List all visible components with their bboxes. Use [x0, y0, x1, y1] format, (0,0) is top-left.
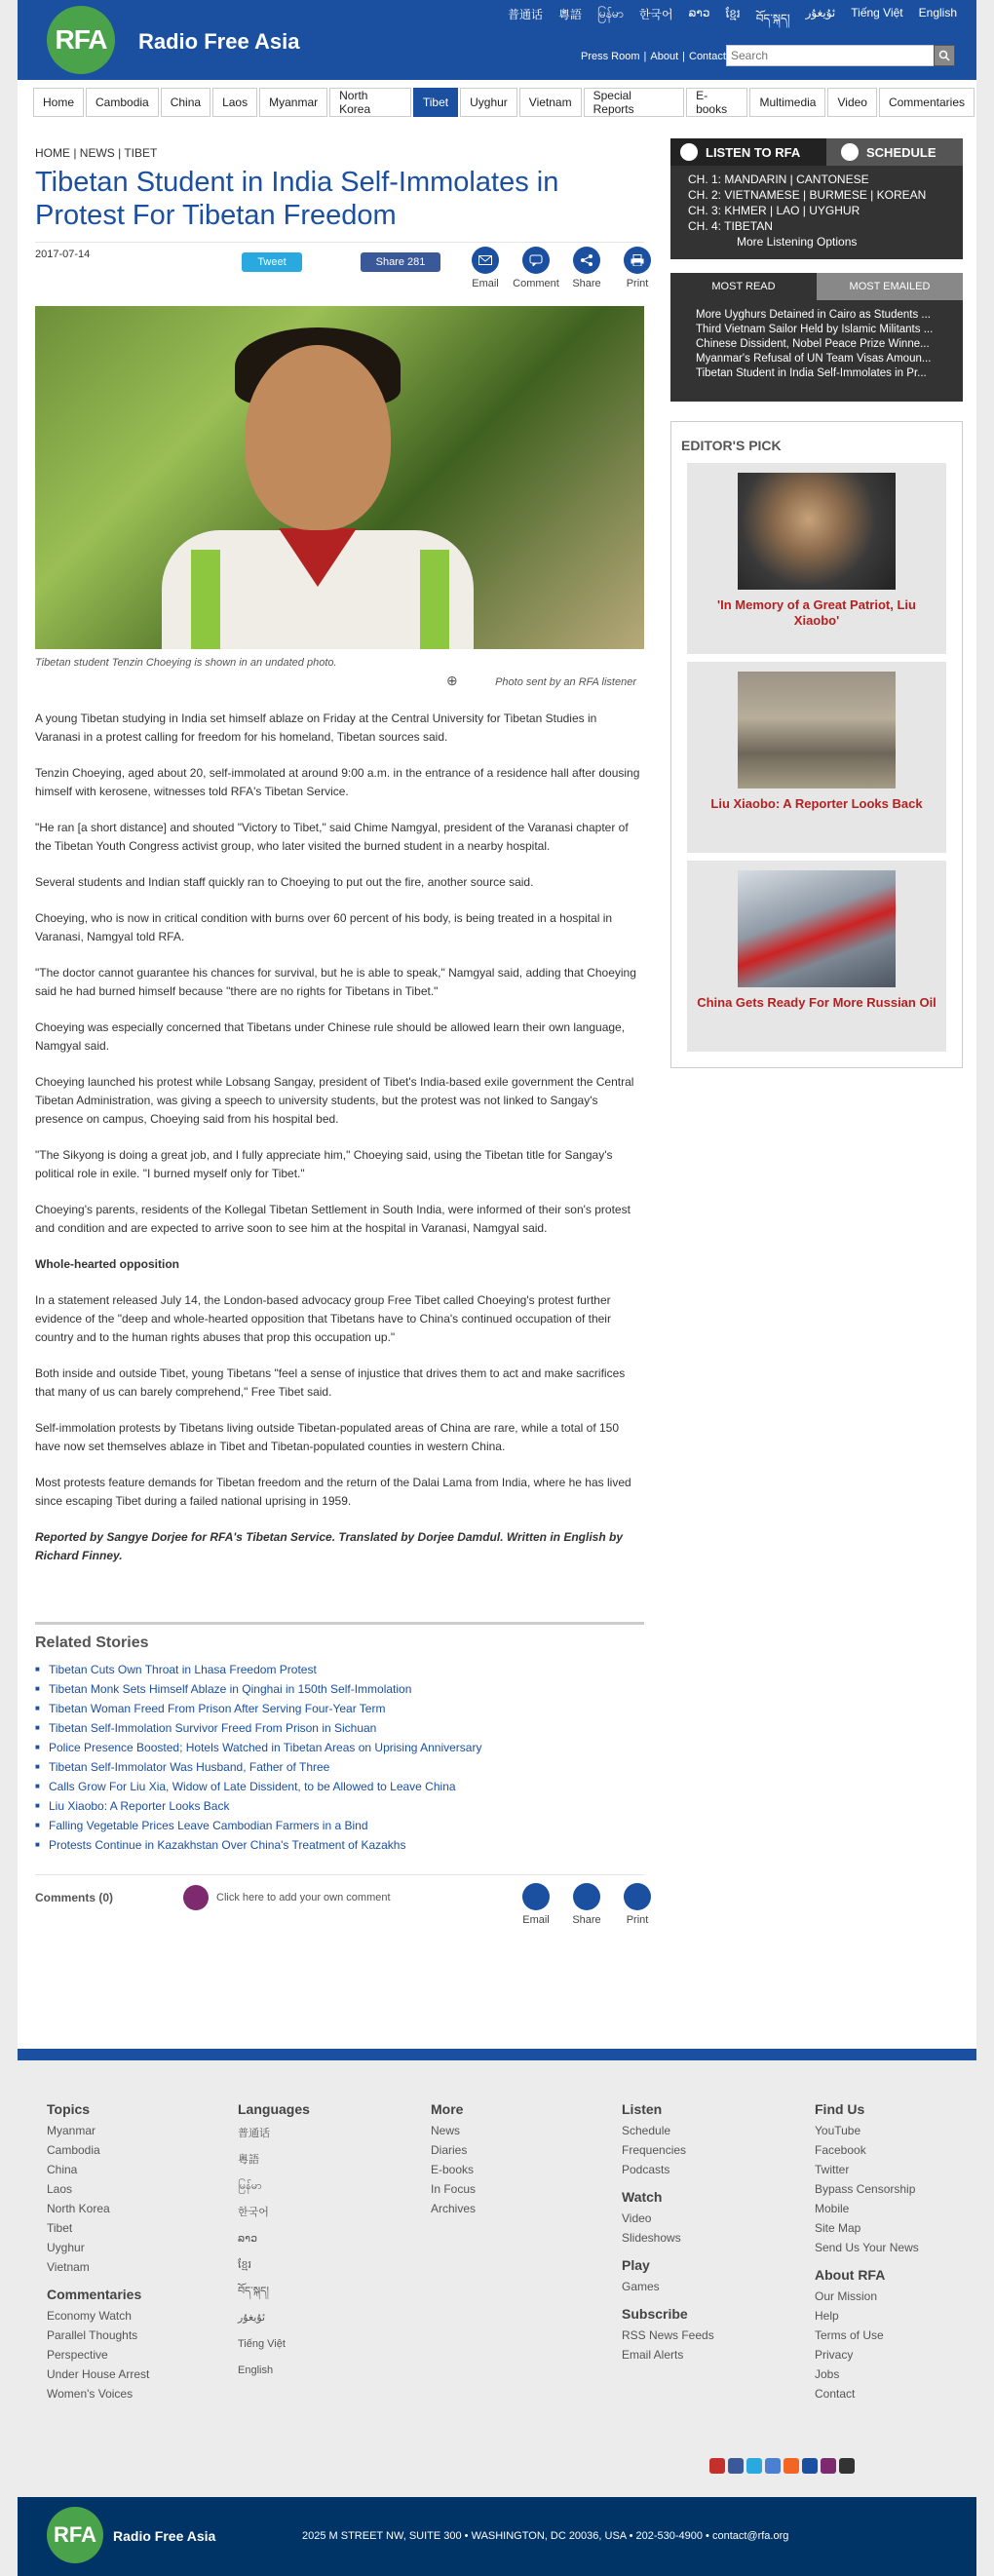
footer-link[interactable]: Diaries — [431, 2143, 468, 2157]
article-paragraph: A young Tibetan studying in India set himself ablaze on Friday at the Central University for Tibetan Studies in Varanasi in a protest calling for freedom for his homeland, Tibetan sources said. — [35, 711, 597, 744]
footer-link[interactable]: ລາວ — [238, 2233, 258, 2245]
footer-languages-title: Languages — [238, 2101, 310, 2117]
footer-link[interactable]: Mobile — [815, 2202, 850, 2215]
tab-schedule[interactable] — [831, 138, 963, 166]
footer-link[interactable]: Schedule — [622, 2124, 671, 2137]
main-nav — [18, 86, 976, 119]
util-link-about[interactable]: About — [650, 51, 679, 62]
util-link-contact[interactable]: Contact — [689, 51, 726, 62]
nav-item-laos[interactable]: Laos — [212, 88, 257, 117]
footer-link[interactable]: Uyghur — [47, 2241, 85, 2254]
email-label: Email — [472, 278, 499, 289]
footer-listen-title: Listen — [622, 2101, 663, 2117]
nav-item-home[interactable]: Home — [33, 88, 84, 117]
article-paragraph: Several students and Indian staff quickly ran to Choeying to put out the fire, another source said. — [35, 875, 534, 889]
tab-schedule-label: SCHEDULE — [866, 144, 937, 160]
footer-link[interactable]: North Korea — [47, 2202, 110, 2215]
site-name[interactable]: Radio Free Asia — [138, 29, 300, 54]
article-meta — [35, 242, 649, 300]
footer-more-title: More — [431, 2101, 464, 2117]
footer-link[interactable]: News — [431, 2124, 461, 2137]
popular-widget — [670, 273, 963, 402]
footer-col-more — [431, 2101, 606, 2218]
share-icon — [573, 247, 600, 274]
search-icon — [938, 50, 950, 61]
footer-link[interactable]: Help — [815, 2309, 839, 2323]
article-paragraph: Choeying, who is now in critical condition with burns over 60 percent of his body, is being treated in a hospital in Varanasi, Namgyal told RFA. — [35, 911, 613, 943]
editors-pick — [670, 421, 963, 1068]
related-story-link[interactable]: ■ Calls Grow For Liu Xia, Widow of Late Dissident, to be Allowed to Leave China — [35, 1777, 644, 1796]
footer-findus-title: Find Us — [815, 2101, 865, 2117]
bypass-icon[interactable] — [821, 2458, 836, 2474]
editors-pick-title: EDITOR'S PICK — [681, 438, 782, 453]
footer-address: 2025 M STREET NW, SUITE 300 • WASHINGTON, DC 20036, USA • 202-530-4900 • contact@rfa.org — [302, 2530, 789, 2542]
popular-story-link[interactable]: • Tibetan Student in India Self-Immolates in Pr... — [696, 366, 951, 381]
share-icon — [573, 1883, 600, 1910]
print-tool-bottom[interactable] — [614, 1883, 661, 1926]
article-paragraph: "The doctor cannot guarantee his chances for survival, but he is able to speak," Namgyal said, adding that Choeying said he had burned himself because "there are no rights for Tibetans in Tibet." — [35, 966, 636, 998]
related-story-link[interactable]: ■ Protests Continue in Kazakhstan Over China's Treatment of Kazakhs — [35, 1835, 644, 1855]
footer-link[interactable]: Myanmar — [47, 2124, 96, 2137]
tweet-button[interactable]: Tweet — [242, 252, 302, 272]
zoom-icon[interactable]: ⊕ — [446, 673, 458, 688]
footer-commentaries-title: Commentaries — [47, 2287, 142, 2302]
footer-link[interactable]: RSS News Feeds — [622, 2328, 714, 2342]
utility-links — [581, 51, 726, 62]
footer-link[interactable]: 한국어 — [238, 2207, 269, 2218]
footer-watch-title: Watch — [622, 2189, 663, 2205]
language-link[interactable]: 한국어 — [638, 8, 673, 21]
popular-story-link[interactable]: • More Uyghurs Detained in Cairo as Students ... — [696, 308, 951, 323]
clock-icon — [841, 143, 859, 161]
popular-story-link[interactable]: • Third Vietnam Sailor Held by Islamic Militants ... — [696, 323, 951, 337]
language-link[interactable]: English — [918, 6, 957, 19]
footer-link[interactable]: မြန်မာ — [238, 2180, 262, 2192]
article-paragraph: Choeying launched his protest while Lobsang Sangay, president of Tibet's India-based exile government the Central Tibetan Administration, was giving a speech to university students, but the protest was not linked to Sangay's presence on campus, Choeying said from his hospital bed. — [35, 1075, 634, 1126]
comment-icon — [522, 247, 550, 274]
nav-item-vietnam[interactable]: Vietnam — [519, 88, 582, 117]
pick-image — [738, 672, 896, 788]
language-link[interactable]: Tiếng Việt — [851, 6, 903, 19]
site-footer — [18, 2049, 976, 2497]
photo-credit: Photo sent by an RFA listener — [495, 676, 636, 688]
article-date: 2017-07-14 — [35, 249, 91, 260]
language-link[interactable]: 普通话 — [507, 8, 543, 21]
related-story-link[interactable]: ■ Tibetan Self-Immolator Was Husband, Father of Three — [35, 1757, 644, 1777]
share-label: Share — [572, 1914, 601, 1926]
footer-link[interactable]: Podcasts — [622, 2163, 670, 2176]
footer-link[interactable]: Frequencies — [622, 2143, 687, 2157]
footer-link[interactable]: Archives — [431, 2202, 477, 2215]
language-bar — [508, 6, 957, 39]
article-paragraph: "The Sikyong is doing a great job, and I fully appreciate him," Choeying said, using the Tibetan title for Sangay's political role in exile. "I burned myself only for Tibet." — [35, 1148, 613, 1180]
footer-col-findus — [815, 2101, 990, 2403]
footer-link[interactable]: ខ្មែរ — [238, 2259, 251, 2271]
footer-play-title: Play — [622, 2257, 650, 2273]
nav-item-tibet[interactable]: Tibet — [413, 88, 458, 117]
comment-icon — [183, 1885, 209, 1910]
popular-story-link[interactable]: • Myanmar's Refusal of UN Team Visas Amoun... — [696, 352, 951, 366]
language-link[interactable]: ລາວ — [688, 6, 710, 19]
nav-item-e-books[interactable]: E-books — [686, 88, 747, 117]
footer-topics-title: Topics — [47, 2101, 91, 2117]
channel-3[interactable]: CH. 3: KHMER | LAO | UYGHUR — [688, 204, 860, 217]
footer-link[interactable]: བོད་སྐད། — [238, 2286, 269, 2297]
footer-subscribe-title: Subscribe — [622, 2306, 688, 2322]
print-label: Print — [626, 278, 649, 289]
related-story-link[interactable]: ■ Falling Vegetable Prices Leave Cambodian Farmers in a Bind — [35, 1816, 644, 1835]
email-label: Email — [522, 1914, 550, 1926]
popular-story-link[interactable]: • Chinese Dissident, Nobel Peace Prize Winne... — [696, 337, 951, 352]
tab-most-read[interactable]: MOST READ — [670, 273, 817, 300]
nav-item-cambodia[interactable]: Cambodia — [86, 88, 159, 117]
footer-link[interactable]: Under House Arrest — [47, 2367, 150, 2381]
nav-item-video[interactable]: Video — [827, 88, 876, 117]
caption-text: Tibetan student Tenzin Choeying is shown in an undated photo. — [35, 657, 337, 669]
related-story-link[interactable]: ■ Tibetan Self-Immolation Survivor Freed From Prison in Sichuan — [35, 1718, 644, 1738]
print-icon — [624, 247, 651, 274]
email-icon[interactable] — [765, 2458, 781, 2474]
language-link[interactable]: မြန်မာ — [596, 7, 624, 20]
podcast-icon[interactable] — [802, 2458, 818, 2474]
footer-link[interactable]: Site Map — [815, 2221, 861, 2235]
language-link[interactable]: ئۇيغۇر — [805, 6, 836, 19]
tab-listen-label: LISTEN TO RFA — [706, 144, 801, 160]
facebook-icon[interactable] — [728, 2458, 744, 2474]
footer-link[interactable]: YouTube — [815, 2124, 861, 2137]
footer-link[interactable]: Privacy — [815, 2348, 854, 2362]
channel-1[interactable]: CH. 1: MANDARIN | CANTONESE — [688, 173, 869, 186]
article-title: Tibetan Student in India Self-Immolates in Protest For Tibetan Freedom — [35, 167, 559, 231]
footer-link[interactable]: Video — [622, 2211, 652, 2225]
footer-site-name: Radio Free Asia — [113, 2528, 216, 2544]
footer-link[interactable]: Laos — [47, 2182, 73, 2196]
footer-link[interactable]: China — [47, 2163, 78, 2176]
related-story-link[interactable]: ■ Tibetan Woman Freed From Prison After Serving Four-Year Term — [35, 1699, 644, 1718]
footer-col-listen — [622, 2101, 797, 2365]
email-tool[interactable] — [462, 247, 509, 289]
rfa-logo-footer[interactable]: RFA — [47, 2507, 103, 2563]
nav-item-north-korea[interactable]: North Korea — [329, 88, 411, 117]
social-icons — [709, 2458, 855, 2474]
pick-caption: China Gets Ready For More Russian Oil — [697, 995, 937, 1010]
footer-link[interactable]: Economy Watch — [47, 2309, 132, 2323]
language-link[interactable]: 粵語 — [557, 8, 582, 21]
bottom-bar — [18, 2497, 976, 2576]
related-list — [35, 1660, 644, 1855]
footer-link[interactable]: ئۇيغۇر — [238, 2312, 266, 2324]
comment-tool[interactable] — [513, 247, 559, 289]
article-main — [35, 146, 649, 1933]
pick-image — [738, 870, 896, 987]
article-paragraph: In a statement released July 14, the London-based advocacy group Free Tibet called Choeying's protest further evidence of the "deep and whole-hearted opposition that Tibetans have to China's continued occupation of their country and to the human rights abuses that prop this occupation up." — [35, 1293, 611, 1344]
comments-count: Comments (0) — [35, 1891, 114, 1904]
language-link[interactable]: ខ្មែរ — [725, 7, 741, 20]
more-listening-link[interactable]: More Listening Options — [737, 235, 858, 249]
add-comment-label: Click here to add your own comment — [216, 1892, 391, 1903]
footer-link[interactable]: Jobs — [815, 2367, 840, 2381]
twitter-icon[interactable] — [746, 2458, 762, 2474]
related-story-link[interactable]: ■ Police Presence Boosted; Hotels Watched in Tibetan Areas on Uprising Anniversary — [35, 1738, 644, 1757]
article-paragraph: Choeying's parents, residents of the Kollegal Tibetan Settlement in South India, were informed of their son's protest and condition and are expected to arrive soon to see him at the hospital in Varanasi, Namgyal said. — [35, 1203, 631, 1235]
mobile-icon[interactable] — [839, 2458, 855, 2474]
footer-link[interactable]: Bypass Censorship — [815, 2182, 916, 2196]
footer-link[interactable]: Cambodia — [47, 2143, 100, 2157]
footer-link[interactable]: Our Mission — [815, 2289, 878, 2303]
footer-link[interactable]: Facebook — [815, 2143, 866, 2157]
listen-tabs — [670, 138, 963, 166]
email-tool-bottom[interactable] — [513, 1883, 559, 1926]
breadcrumb[interactable]: HOME | NEWS | TIBET — [35, 146, 158, 160]
footer-link[interactable]: Contact — [815, 2387, 856, 2401]
editors-pick-item[interactable] — [687, 861, 946, 1052]
comments-bar — [35, 1874, 649, 1933]
footer-link[interactable]: 粵語 — [238, 2154, 259, 2166]
print-label: Print — [626, 1914, 649, 1926]
language-link[interactable]: བོད་སྐད། — [755, 12, 790, 25]
footer-link[interactable]: E-books — [431, 2163, 475, 2176]
page-wrapper — [18, 0, 976, 2576]
rss-icon[interactable] — [784, 2458, 799, 2474]
pick-caption: Liu Xiaobo: A Reporter Looks Back — [710, 796, 923, 811]
editors-pick-item[interactable] — [687, 463, 946, 654]
article-byline: Reported by Sangye Dorjee for RFA's Tibetan Service. Translated by Dorjee Damdul. Written in English by Richard Finney. — [35, 1530, 623, 1562]
footer-about-title: About RFA — [815, 2267, 886, 2283]
article-paragraph: Choeying was especially concerned that Tibetans under Chinese rule should be allowed learn their own language, Namgyal said. — [35, 1020, 626, 1053]
footer-col-topics — [47, 2101, 222, 2403]
editors-pick-item[interactable] — [687, 662, 946, 853]
article-paragraph: Tenzin Choeying, aged about 20, self-immolated at around 9:00 a.m. in the entrance of a residence hall after dousing himself with kerosene, witnesses told RFA's Tibetan Service. — [35, 766, 640, 798]
email-icon — [522, 1883, 550, 1910]
footer-link[interactable]: Tiếng Việt — [238, 2338, 286, 2350]
youtube-icon[interactable] — [709, 2458, 725, 2474]
footer-link[interactable]: Games — [622, 2280, 660, 2293]
footer-link[interactable]: 普通话 — [238, 2128, 270, 2139]
channel-2[interactable]: CH. 2: VIETNAMESE | BURMESE | KOREAN — [688, 188, 927, 202]
print-icon — [624, 1883, 651, 1910]
share-label: Share — [572, 278, 601, 289]
popular-tabs — [670, 273, 963, 300]
add-comment-button[interactable] — [183, 1885, 391, 1910]
related-title: Related Stories — [35, 1634, 149, 1651]
related-stories — [35, 1622, 644, 1855]
listen-widget — [670, 138, 963, 259]
share-tool-bottom[interactable] — [563, 1883, 610, 1926]
facebook-share-button[interactable]: Share 281 — [361, 252, 440, 272]
print-tool[interactable] — [614, 247, 661, 289]
photo-caption — [35, 657, 644, 692]
article-photo[interactable] — [35, 306, 644, 649]
util-separator: | — [643, 51, 647, 62]
popular-list — [670, 300, 963, 381]
related-story-link[interactable]: ■ Liu Xiaobo: A Reporter Looks Back — [35, 1796, 644, 1816]
article-paragraph: Self-immolation protests by Tibetans living outside Tibetan-populated areas of China are rare, while a total of 150 have now set themselves ablaze in Tibet and Tibetan-populated counties in western China. — [35, 1421, 620, 1453]
article-subhead: Whole-hearted opposition — [35, 1257, 179, 1271]
nav-item-special-reports[interactable]: Special Reports — [584, 88, 684, 117]
article-paragraph: Both inside and outside Tibet, young Tibetans "feel a sense of injustice that drives them to act and make sacrifices that many of us can barely comprehend," Free Tibet said. — [35, 1366, 626, 1399]
related-story-link[interactable]: ■ Tibetan Cuts Own Throat in Lhasa Freedom Protest — [35, 1660, 644, 1679]
search-button[interactable] — [934, 45, 955, 66]
listen-channels — [670, 166, 963, 255]
footer-col-languages — [238, 2101, 413, 2384]
search-input[interactable] — [726, 45, 952, 66]
footer-link[interactable]: Terms of Use — [815, 2328, 884, 2342]
nav-item-uyghur[interactable]: Uyghur — [460, 88, 517, 117]
email-icon — [472, 247, 499, 274]
footer-link[interactable]: Perspective — [47, 2348, 108, 2362]
footer-link[interactable]: Tibet — [47, 2221, 73, 2235]
speaker-icon — [680, 143, 698, 161]
util-separator: | — [682, 51, 685, 62]
nav-item-china[interactable]: China — [161, 88, 210, 117]
channel-4[interactable]: CH. 4: TIBETAN — [688, 219, 773, 233]
share-tool[interactable] — [563, 247, 610, 289]
article-paragraph: "He ran [a short distance] and shouted "Victory to Tibet," said Chime Namgyal, president of the Varanasi chapter of the Tibetan Youth Congress activist group, who later visited the burned student in a nearby hospital. — [35, 821, 629, 853]
footer-link[interactable]: Slideshows — [622, 2231, 681, 2245]
footer-link[interactable]: In Focus — [431, 2182, 477, 2196]
tab-most-emailed[interactable]: MOST EMAILED — [817, 273, 963, 300]
footer-link[interactable]: English — [238, 2365, 274, 2376]
footer-link[interactable]: Parallel Thoughts — [47, 2328, 138, 2342]
article-body — [35, 710, 644, 1565]
footer-link[interactable]: Send Us Your News — [815, 2241, 919, 2254]
footer-link[interactable]: Women's Voices — [47, 2387, 134, 2401]
article-paragraph: Most protests feature demands for Tibetan freedom and the return of the Dalai Lama from India, where he has lived since escaping Tibet during a failed national uprising in 1959. — [35, 1476, 631, 1508]
nav-item-myanmar[interactable]: Myanmar — [259, 88, 327, 117]
related-story-link[interactable]: ■ Tibetan Monk Sets Himself Ablaze in Qinghai in 150th Self-Immolation — [35, 1679, 644, 1699]
pick-image — [738, 473, 896, 590]
pick-caption: 'In Memory of a Great Patriot, Liu Xiaobo' — [717, 597, 916, 628]
rfa-logo[interactable]: RFA — [47, 6, 115, 74]
footer-link[interactable]: Email Alerts — [622, 2348, 684, 2362]
footer-link[interactable]: Vietnam — [47, 2260, 90, 2274]
comment-label: Comment — [513, 278, 559, 289]
nav-item-multimedia[interactable]: Multimedia — [749, 88, 825, 117]
util-link-press-room[interactable]: Press Room — [581, 51, 640, 62]
nav-item-commentaries[interactable]: Commentaries — [879, 88, 975, 117]
footer-link[interactable]: Twitter — [815, 2163, 850, 2176]
site-header — [18, 0, 976, 80]
tab-listen[interactable] — [670, 138, 826, 166]
